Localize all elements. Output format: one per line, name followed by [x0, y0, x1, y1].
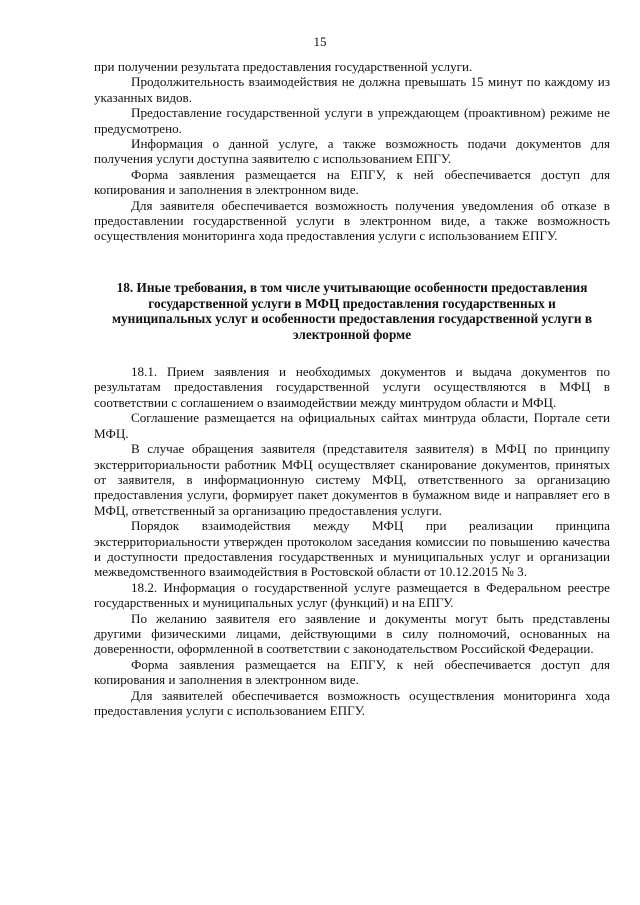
paragraph: Порядок взаимодействия между МФЦ при реализации принципа экстерриториальности утвержден протоколом заседания комиссии по повышению качества и доступности предоставления государственных и муниципальных услуг и организации межведомственного взаимодействия в Ростовской области от 10.12.2015 № 3.: [94, 518, 610, 580]
paragraph: 18.2. Информация о государственной услуге размещается в Федеральном реестре государственных и муниципальных услуг (функций) и на ЕПГУ.: [94, 579, 610, 611]
paragraph: Предоставление государственной услуги в упреждающем (проактивном) режиме не предусмотрено.: [94, 105, 610, 136]
paragraph: Форма заявления размещается на ЕПГУ, к ней обеспечивается доступ для копирования и заполнения в электронном виде.: [94, 656, 610, 688]
paragraph: В случае обращения заявителя (представителя заявителя) в МФЦ по принципу экстерриториальности работник МФЦ осуществляет сканирование документов, принятых от заявителя, в информационную систему МФЦ, ответственного за организацию предоставления услуги, формирует пакет документов в бумажном виде и направляет его в МФЦ, ответственный за организацию предоставления услуги.: [94, 441, 610, 518]
paragraph: Соглашение размещается на официальных сайтах минтруда области, Портале сети МФЦ.: [94, 410, 610, 441]
paragraph: Для заявителя обеспечивается возможность получения уведомления об отказе в предоставлении государственной услуги в электронном виде, а также возможность осуществления мониторинга хода предоставления услуги с использованием ЕПГУ.: [94, 197, 610, 244]
document-body: [94, 59, 610, 718]
paragraph: По желанию заявителя его заявление и документы могут быть представлены другими физическими лицами, действующими в силу полномочий, основанных на доверенности, оформленной в соответствии с законодательством Российской Федерации.: [94, 610, 610, 657]
paragraph: Продолжительность взаимодействия не должна превышать 15 минут по каждому из указанных видов.: [94, 74, 610, 105]
page-number: 15: [313, 34, 327, 49]
paragraph: 18.1. Прием заявления и необходимых документов и выдача документов по результатам предоставления государственной услуги осуществляются в МФЦ в соответствии с соглашением о взаимодействии между минтрудом области и МФЦ.: [94, 364, 610, 410]
paragraph: Для заявителей обеспечивается возможность осуществления мониторинга хода предоставления услуги с использованием ЕПГУ.: [94, 687, 610, 718]
section-heading: 18. Иные требования, в том числе учитывающие особенности предоставления государственной услуги в МФЦ предоставления государственных и муниципальных услуг и особенности предоставления государственной услуги в электронной форме: [111, 279, 593, 343]
paragraph: Информация о данной услуге, а также возможность подачи документов для получения услуги доступна заявителю с использованием ЕПГУ.: [94, 136, 610, 167]
paragraph: при получении результата предоставления государственной услуги.: [94, 59, 473, 74]
paragraph: Форма заявления размещается на ЕПГУ, к ней обеспечивается доступ для копирования и заполнения в электронном виде.: [94, 166, 610, 198]
